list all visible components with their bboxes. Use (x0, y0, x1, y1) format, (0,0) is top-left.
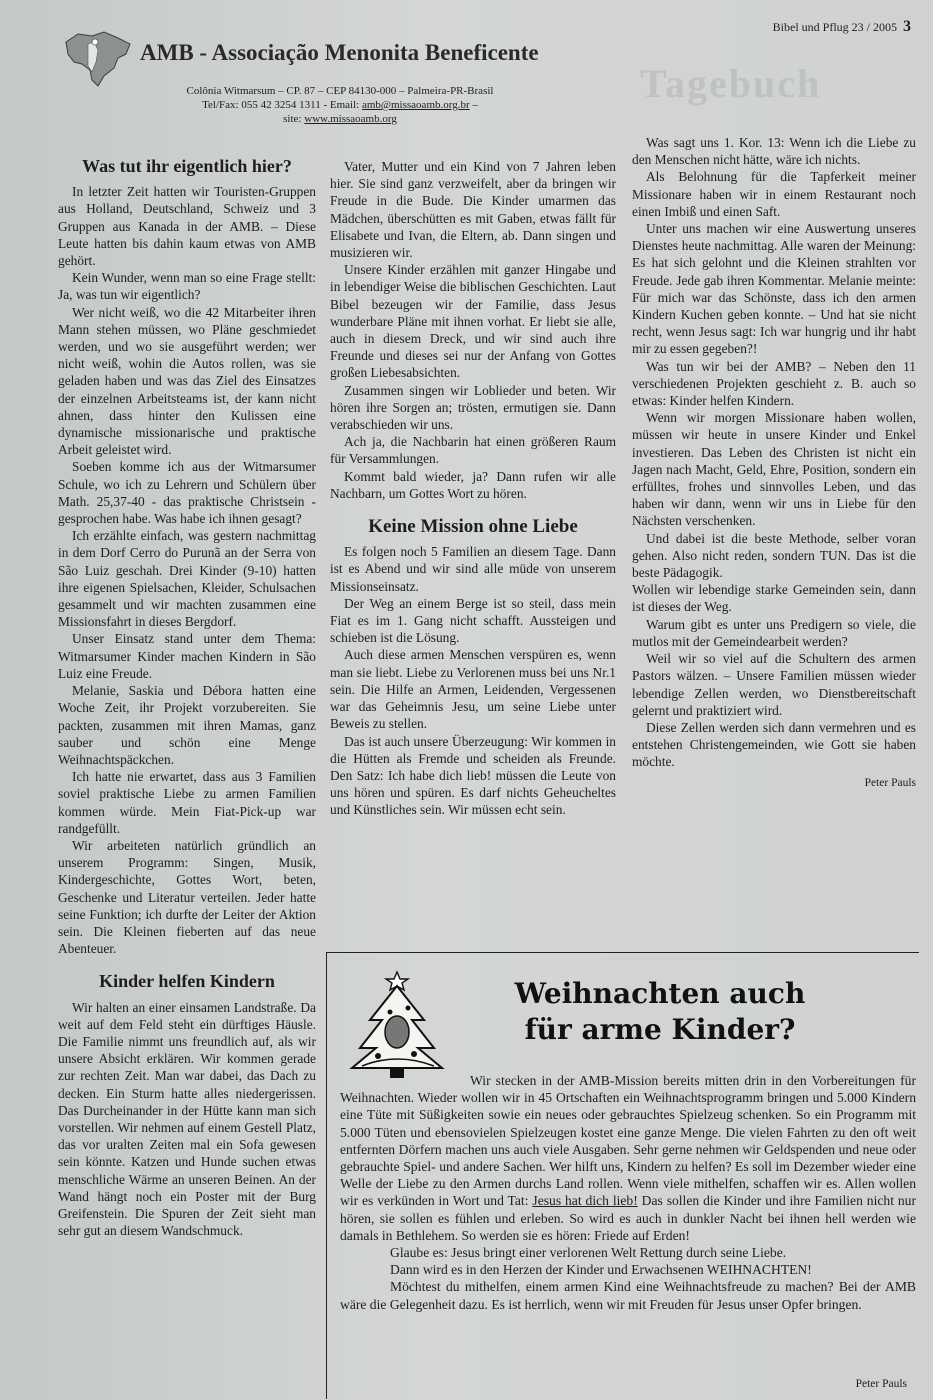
org-address-line3: site: www.missaoamb.org (283, 113, 397, 125)
paragraph: Melanie, Saskia und Débora hatten eine Woche Zeit, ihr Projekt vorzubereiten. Sie packten, zusammen mit ihren Mamas, ganz sauber und schön eine Menge Weihnachtspäckchen. (58, 683, 316, 767)
map-logo-icon (58, 28, 138, 88)
appeal-text (340, 1072, 916, 1313)
paragraph: Es folgen noch 5 Familien an diesem Tage. Dann ist es Abend und wir sind alle müde von unserem Missionseinsatz. (330, 544, 616, 594)
appeal-highlight: Jesus hat dich lieb! (532, 1193, 638, 1209)
paragraph: Wir arbeiteten natürlich gründlich an unserem Programm: Singen, Musik, Kindergeschichte, Gottes Wort, beten, Geschenke und Literatur verteilen. Jeder hatte seine Funktion; ich durfte der Leiter der Aktion sein. Die Kleinen fieberten auf das neue Abenteuer. (58, 837, 316, 957)
website-link[interactable]: www.missaoamb.org (304, 113, 397, 125)
paragraph: Ich erzählte einfach, was gestern nachmittag in dem Dorf Cerro do Purunã an der Serra von São Luiz geschah. Drei Kinder (9-10) hatten ihre eigenen Spielsachen, Kleider, Schulsachen gesammelt und wir machten zusammen eine Missionsfahrt in dieses Bergdorf. (58, 528, 316, 630)
email-link[interactable]: amb@missaoamb.org.br (361, 99, 470, 111)
paragraph: Was sagt uns 1. Kor. 13: Wenn ich die Liebe zu den Menschen nicht hätte, wäre ich nichts. (632, 135, 916, 168)
paragraph: Kommt bald wieder, ja? Dann rufen wir alle Nachbarn, um Gottes Wort zu hören. (330, 468, 616, 501)
paragraph: Kein Wunder, wenn man so eine Frage stellt: Ja, was tun wir eigentlich? (58, 270, 316, 303)
appeal-title (470, 976, 850, 1048)
appeal-signature: Peter Pauls (855, 1378, 907, 1390)
paragraph: Unter uns machen wir eine Auswertung unseres Dienstes heute nachmittag. Alle waren der Meinung: Es hat sich gelohnt und die Kleinen strahlten vor Freude. Jede gab ihren Kommentar. Melanie meinte: Für mich war das Schönste, dass ich den armen Kindern Kuchen geben konnte. – Und hat sie nicht recht, wenn Jesus sagt: Ich war hungrig und ihr habt mir zu essen gegeben?! (632, 221, 916, 357)
article-title: Kinder helfen Kindern (99, 971, 275, 992)
appeal-paragraph: Glaube es: Jesus bringt einer verlorenen Welt Rettung durch seine Liebe. (390, 1245, 787, 1261)
paragraph: Unser Einsatz stand unter dem Thema: Witmarsumer Kinder machen Kindern in São Luiz eine Freude. (58, 631, 316, 681)
christmas-tree-icon (342, 968, 452, 1080)
appeal-title-line2: für arme Kinder? (524, 1013, 796, 1046)
article-title: Was tut ihr eigentlich hier? (82, 156, 292, 176)
paragraph: Diese Zellen werden sich dann vermehren und es entstehen Christengemeinden, wie Gott sie haben möchte. (632, 719, 916, 770)
org-address-line2: Tel/Fax: 055 42 3254 1311 - Email: amb@missaoamb.org.br – (202, 99, 478, 111)
running-header (773, 18, 911, 36)
paragraph: Ach ja, die Nachbarin hat einen größeren Raum für Versammlungen. (330, 434, 616, 467)
paragraph: Und dabei ist die beste Methode, selber voran gehen. Also nicht reden, sondern TUN. Das ist die beste Pädagogik. (632, 530, 916, 581)
org-name: AMB - Associação Menonita Beneficente (140, 40, 539, 65)
article-title: Keine Mission ohne Liebe (368, 516, 578, 538)
paragraph: Ich hatte nie erwartet, dass aus 3 Familien soviel praktische Liebe zu armen Familien kommen würde. Mein Fiat-Pick-up war randgefüllt. (58, 769, 316, 836)
appeal-paragraph: Dann wird es in den Herzen der Kinder und Erwachsenen WEIHNACHTEN! (390, 1262, 812, 1278)
paragraph: Zusammen singen wir Loblieder und beten. Wir hören ihre Sorgen an; trösten, ermutigen sie. Dann verabschieden wir uns. (330, 382, 616, 433)
signature: Peter Pauls (864, 776, 916, 789)
paragraph: Auch diese armen Menschen verspüren es, wenn man sie liebt. Liebe zu Verlorenen muss bei uns Nr.1 sein. Die Hilfe an Armen, Leidenden, Vergessenen war das Geheimnis Jesu, um seine Liebe unter Beweis zu stellen. (330, 647, 616, 732)
paragraph: Der Weg an einem Berge ist so steil, dass mein Fiat es im 1. Gang nicht schafft. Aussteigen und schieben ist die Lösung. (330, 595, 616, 646)
org-address-line1: Colônia Witmarsum – CP. 87 – CEP 84130-000 – Palmeira-PR-Brasil (186, 85, 494, 97)
publication-issue: Bibel und Pflug 23 / 2005 (772, 20, 897, 34)
paragraph: Vater, Mutter und ein Kind von 7 Jahren leben hier. Sie sind ganz verzweifelt, aber da bringen wir Freude in die Bude. Die Kinder umarmen das Mädchen, überschütten es mit Gaben, etwas fällt für Elisabete und Ivan, die Eltern, ab. Dann singen und musizieren wir. (330, 159, 616, 261)
paragraph: Wer nicht weiß, wo die 42 Mitarbeiter ihren Mann stehen müssen, wo Pläne geschmiedet werden, und wo sie ausgeführt werden; wer nicht weiß, wohin die Autos rollen, was sie geladen haben und was das Ziel des Einsatzes der einzelnen Arbeitsteams ist, der kann nicht ahnen, dass hinter den Kulissen eine dynamische missionarische und praktische Arbeit geleistet wird. (58, 304, 316, 458)
appeal-paragraph: Wir stecken in der AMB-Mission bereits mitten drin in den Vorbereitungen für Weihnachten. Wieder wollen wir in 45 Ortschaften ein Weihnachtsprogramm bringen und 5.000 Kindern eine Tüte mit Süßigkeiten sowie ein neues oder gebrauchtes Spielzeug schenken. So ein Programm mit 5.000 Tüten und ebensovielen Spielzeugen kostet eine ganze Menge. Die vielen Fahrten zu den oft weit entfernten Dörfern machen uns auch viele Ausgaben. Sehr gerne nehmen wir Geldspenden und neue oder gebrauchte Spiel- und andere Sachen. Wer hilft uns, Kindern zu helfen? Es soll im Dezember wieder eine Welle der Liebe zu den Armen durchs Land rollen. Wenn viele mithelfen, schaffen wir es. Allen wollen wir es verkünden in Wort und Tat: Jesus hat dich lieb! Das sollen die Kinder und ihre Familien nicht nur hören, sie sollen es fühlen und erleben. So wird es auch in dunkler Nacht bei ihnen hell werden wie damals in Bethlehem. So werden sie es hören: Friede auf Erden! (340, 1073, 916, 1243)
paragraph: Was tun wir bei der AMB? – Neben den 11 verschiedenen Projekten geschieht z. B. auch so etwas: Kinder helfen Kindern. (632, 358, 916, 409)
paragraph: Unsere Kinder erzählen mit ganzer Hingabe und in lebendiger Weise die biblischen Geschichten. Laut Bibel bezeugen wir der Familie, dass Jesus wunderbare Pläne mit ihnen vorhat. Er liebt sie alle, auch in diesem Dreck, und wir sind auch ihre Freunde und dieses sei nur der Anfang von Gottes großen Liebesabsichten. (330, 262, 616, 381)
paragraph: Wollen wir lebendige starke Gemeinden sein, dann ist dieses der Weg. (632, 582, 916, 615)
paragraph: In letzter Zeit hatten wir Touristen-Gruppen aus Holland, Deutschland, Schweiz und 3 Gruppen aus Kanada in der AMB. – Diese Leute hatten bis dahin kaum etwas von AMB gehört. (58, 184, 316, 269)
paragraph: Warum gibt es unter uns Predigern so viele, die mutlos mit der Gemeindearbeit werden? (632, 616, 916, 649)
paragraph: Das ist auch unsere Überzeugung: Wir kommen in die Hütten als Fremde und scheiden als Freunde. Den Satz: Ich habe dich lieb! müssen die Leute von uns hören und spüren. Es darf nichts Geheucheltes und Künstliches sein. Wir müssen echt sein. (330, 733, 616, 818)
paragraph: Wir halten an einer einsamen Landstraße. Da weit auf dem Feld steht ein dürftiges Häusle. Die Familie nimmt uns freundlich auf, als wir unsere Absicht erklären. Wir kommen gerade zur rechten Zeit. Man war dabei, das Dach zu decken. Ein Sturm hatte alles niedergerissen. Das Durcheinander in der Hütte kann man sich vorstellen. Wir nehmen auf einem Gestell Platz, das vor uralten Zeiten mal ein Sofa gewesen sein könnte. Katzen und Hunde suchen etwas menschliche Wärme an unseren Beinen. An der Wand hängt noch ein Poster mit der Burg Greifenstein. Die Spuren der Zeit sieht man sehr gut an diesem Wandschmuck. (58, 999, 316, 1239)
appeal-title-line1: Weihnachten auch (514, 977, 806, 1010)
bleed-through-text: Tagebuch (640, 61, 822, 106)
column-2 (330, 158, 616, 819)
paragraph: Als Belohnung für die Tapferkeit meiner Missionare haben wir in einem Restaurant noch einen Imbiß und einen Saft. (632, 169, 916, 219)
column-1 (58, 158, 316, 1239)
paragraph: Wenn wir morgen Missionare haben wollen, müssen wir heute in unsere Kinder und Enkel investieren. Das Leben des Christen ist nicht ein Jagen nach Macht, Geld, Ehre, Position, sondern ein erfülltes, frohes und sinnvolles Leben, und das haben wir dann, wenn wir uns in Liebe für den Nächsten verschenken. (632, 410, 916, 529)
appeal-paragraph: Möchtest du mithelfen, einem armen Kind eine Weihnachtsfreude zu machen? Bei der AMB wäre die Gelegenheit dazu. Es ist herrlich, wenn wir mit Freuden für Jesus unser Opfer bringen. (340, 1279, 916, 1312)
paragraph: Weil wir so viel auf die Schultern des armen Pastors wälzen. – Unsere Familien müssen wieder lebendige Zellen werden, wo Dienstbereitschaft gelernt und praktiziert wird. (632, 651, 916, 718)
org-address (160, 84, 520, 126)
paragraph: Soeben komme ich aus der Witmarsumer Schule, wo ich zu Lehrern und Schülern über Math. 25,37-40 - das praktische Christsein - gesprochen habe. Was habe ich ihnen gesagt? (58, 459, 316, 527)
page-number: 3 (903, 18, 911, 35)
column-3 (632, 134, 916, 792)
